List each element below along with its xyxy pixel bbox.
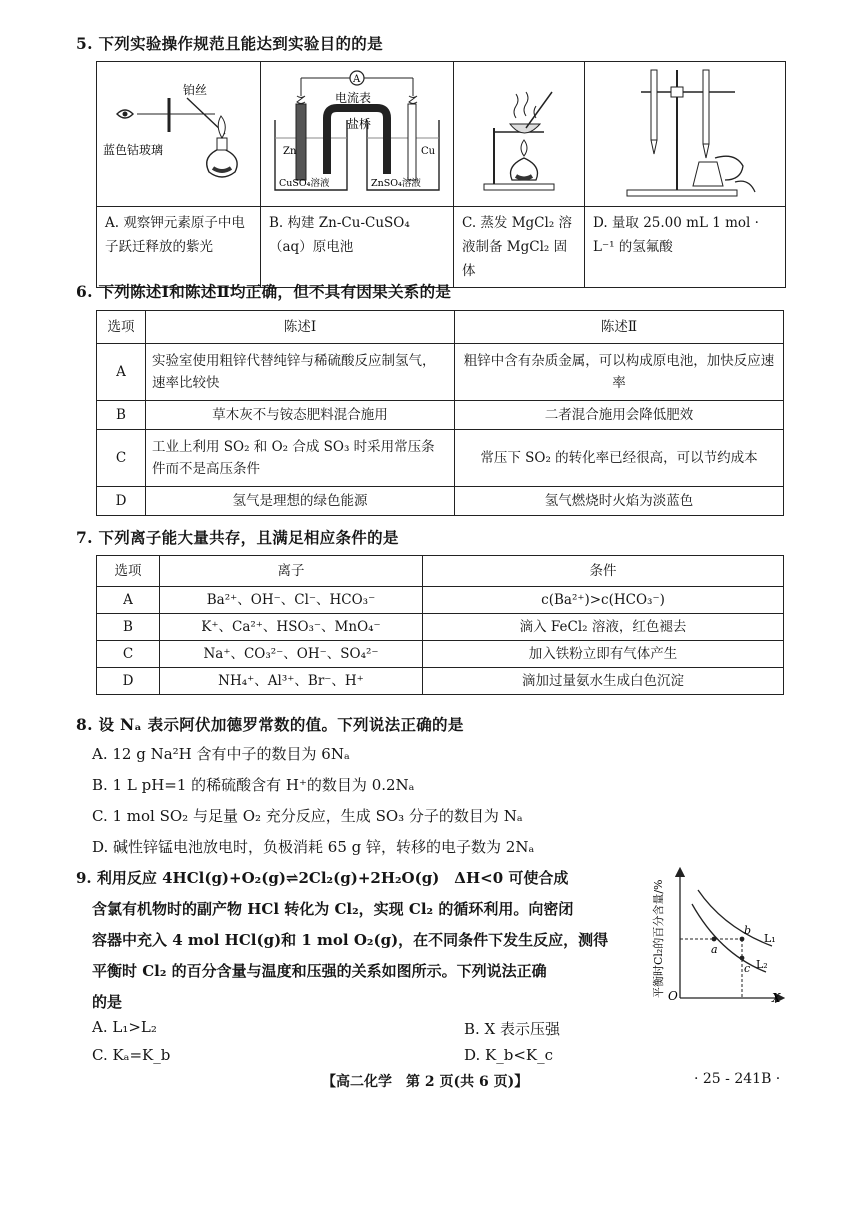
q8-option-b: B. 1 L pH=1 的稀硫酸含有 H⁺的数目为 0.2Nₐ — [92, 776, 415, 794]
x-axis-label: X — [772, 991, 781, 1005]
q7-row-a-condition: c(Ba²⁺)>c(HCO₃⁻) — [423, 587, 784, 614]
q6-row-b-s2: 二者混合施用会降低肥效 — [455, 401, 784, 430]
q7-row-b-ions: K⁺、Ca²⁺、HSO₃⁻、MnO₄⁻ — [160, 614, 423, 641]
q6-row-c-s2: 常压下 SO₂ 的转化率已经很高，可以节约成本 — [455, 430, 784, 487]
ammeter-symbol: A — [353, 74, 361, 85]
q7-row-b-option: B — [97, 614, 160, 641]
q6-header-s2: 陈述Ⅱ — [455, 311, 784, 344]
q8-option-d: D. 碱性锌锰电池放电时，负极消耗 65 g 锌，转移的电子数为 2Nₐ — [92, 838, 535, 856]
q5-table — [96, 61, 786, 288]
label-c: c — [744, 962, 751, 975]
q7-row-a-ions: Ba²⁺、OH⁻、Cl⁻、HCO₃⁻ — [160, 587, 423, 614]
q7-row-d-option: D — [97, 668, 160, 695]
q7-row-c-ions: Na⁺、CO₃²⁻、OH⁻、SO₄²⁻ — [160, 641, 423, 668]
point-a — [712, 937, 717, 942]
q7-title: 7. 下列离子能大量共存，且满足相应条件的是 — [76, 528, 399, 547]
q6-header-s1: 陈述Ⅰ — [146, 311, 455, 344]
table-row — [97, 641, 784, 668]
q6-row-c-s1: 工业上利用 SO₂ 和 O₂ 合成 SO₃ 时采用常压条件而不是高压条件 — [146, 430, 455, 487]
q6-row-a-option: A — [97, 344, 146, 401]
q6-header-option: 选项 — [97, 311, 146, 344]
q7-row-b-condition: 滴入 FeCl₂ 溶液，红色褪去 — [423, 614, 784, 641]
y-axis-label: 平衡时Cl₂的百分含量/% — [652, 879, 665, 998]
q6-row-d-s2: 氢气燃烧时火焰为淡蓝色 — [455, 487, 784, 516]
label-b: b — [744, 924, 752, 937]
q5-caption-b: B. 构建 Zn-Cu-CuSO₄（aq）原电池 — [261, 207, 454, 288]
fig-b-cu-label: Cu — [421, 146, 436, 157]
q5-caption-c: C. 蒸发 MgCl₂ 溶液制备 MgCl₂ 固体 — [454, 207, 585, 288]
q6-title: 6. 下列陈述Ⅰ和陈述Ⅱ均正确，但不具有因果关系的是 — [76, 282, 452, 301]
q5-title: 5. 下列实验操作规范且能达到实验目的的是 — [76, 34, 383, 53]
q6-row-a-s2: 粗锌中含有杂质金属，可以构成原电池，加快反应速率 — [455, 344, 784, 401]
q9-option-b: B. X 表示压强 — [464, 1020, 561, 1038]
q6-row-c-option: C — [97, 430, 146, 487]
origin-label: O — [668, 989, 678, 1003]
q5-figure-d — [585, 62, 786, 207]
q6-row-b-s1: 草木灰不与铵态肥料混合施用 — [146, 401, 455, 430]
label-l2: L₂ — [756, 958, 768, 971]
q6-row-d-option: D — [97, 487, 146, 516]
q7-row-d-condition: 滴加过量氨水生成白色沉淀 — [423, 668, 784, 695]
q7-table — [96, 555, 784, 695]
q5-figure-b — [261, 62, 454, 207]
q7-row-c-condition: 加入铁粉立即有气体产生 — [423, 641, 784, 668]
q7-row-a-option: A — [97, 587, 160, 614]
q7-row-c-option: C — [97, 641, 160, 668]
footer-code: · 25 - 241B · — [694, 1071, 781, 1087]
q9-line-5: 的是 — [92, 993, 123, 1011]
table-row — [97, 614, 784, 641]
fig-b-meter-label: 电流表 — [335, 91, 372, 105]
q8-option-a: A. 12 g Na²H 含有中子的数目为 6Nₐ — [92, 745, 350, 763]
label-a: a — [711, 943, 718, 956]
fig-b-zn-label: Zn — [283, 146, 297, 157]
curve-l1 — [698, 890, 772, 946]
q7-header-option: 选项 — [97, 556, 160, 587]
table-row — [97, 587, 784, 614]
q9-line-1: 9. 利用反应 4HCl(g)+O₂(g)⇌2Cl₂(g)+2H₂O(g) ΔH<0 可使合成 — [76, 869, 569, 887]
q9-line-3: 容器中充入 4 mol HCl(g)和 1 mol O₂(g)，在不同条件下发生反应，测得 — [92, 931, 609, 949]
q6-table — [96, 310, 784, 516]
table-row — [97, 430, 784, 487]
q8-option-c: C. 1 mol SO₂ 与足量 O₂ 充分反应，生成 SO₃ 分子的数目为 Nₐ — [92, 807, 523, 825]
q5-caption-d: D. 量取 25.00 mL 1 mol · L⁻¹ 的氢氟酸 — [585, 207, 786, 288]
label-l1: L₁ — [764, 932, 776, 945]
fig-a-label-platinum: 铂丝 — [183, 83, 208, 97]
q9-option-c: C. Kₐ=K_b — [92, 1046, 171, 1064]
footer-page-info: 【高二化学 第 2 页(共 6 页)】 — [322, 1074, 529, 1090]
q7-header-condition: 条件 — [423, 556, 784, 587]
q9-line-2: 含氯有机物时的副产物 HCl 转化为 Cl₂，实现 Cl₂ 的循环利用。向密闭 — [92, 900, 574, 918]
point-b — [740, 937, 745, 942]
table-row — [97, 344, 784, 401]
table-row — [97, 668, 784, 695]
q5-figure-c — [454, 62, 585, 207]
q6-row-d-s1: 氢气是理想的绿色能源 — [146, 487, 455, 516]
q6-row-a-s1: 实验室使用粗锌代替纯锌与稀硫酸反应制氢气，速率比较快 — [146, 344, 455, 401]
q7-header-ions: 离子 — [160, 556, 423, 587]
fig-b-right-solution: ZnSO₄溶液 — [371, 178, 421, 189]
q9-graph — [640, 850, 790, 1010]
q9-line-4: 平衡时 Cl₂ 的百分含量与温度和压强的关系如图所示。下列说法正确 — [92, 962, 547, 980]
table-row — [97, 401, 784, 430]
point-c — [740, 956, 745, 961]
fig-b-bridge-label: 盐桥 — [347, 117, 372, 131]
table-row — [97, 487, 784, 516]
fig-a-label-glass: 蓝色钴玻璃 — [103, 143, 164, 157]
q6-row-b-option: B — [97, 401, 146, 430]
q5-figure-a — [97, 62, 261, 207]
q5-caption-a: A. 观察钾元素原子中电子跃迁释放的紫光 — [97, 207, 261, 288]
q9-option-d: D. K_b<K_c — [464, 1046, 554, 1064]
q7-row-d-ions: NH₄⁺、Al³⁺、Br⁻、H⁺ — [160, 668, 423, 695]
q8-title: 8. 设 Nₐ 表示阿伏加德罗常数的值。下列说法正确的是 — [76, 715, 464, 734]
q9-option-a: A. L₁>L₂ — [92, 1018, 157, 1036]
fig-b-left-solution: CuSO₄溶液 — [279, 178, 330, 189]
